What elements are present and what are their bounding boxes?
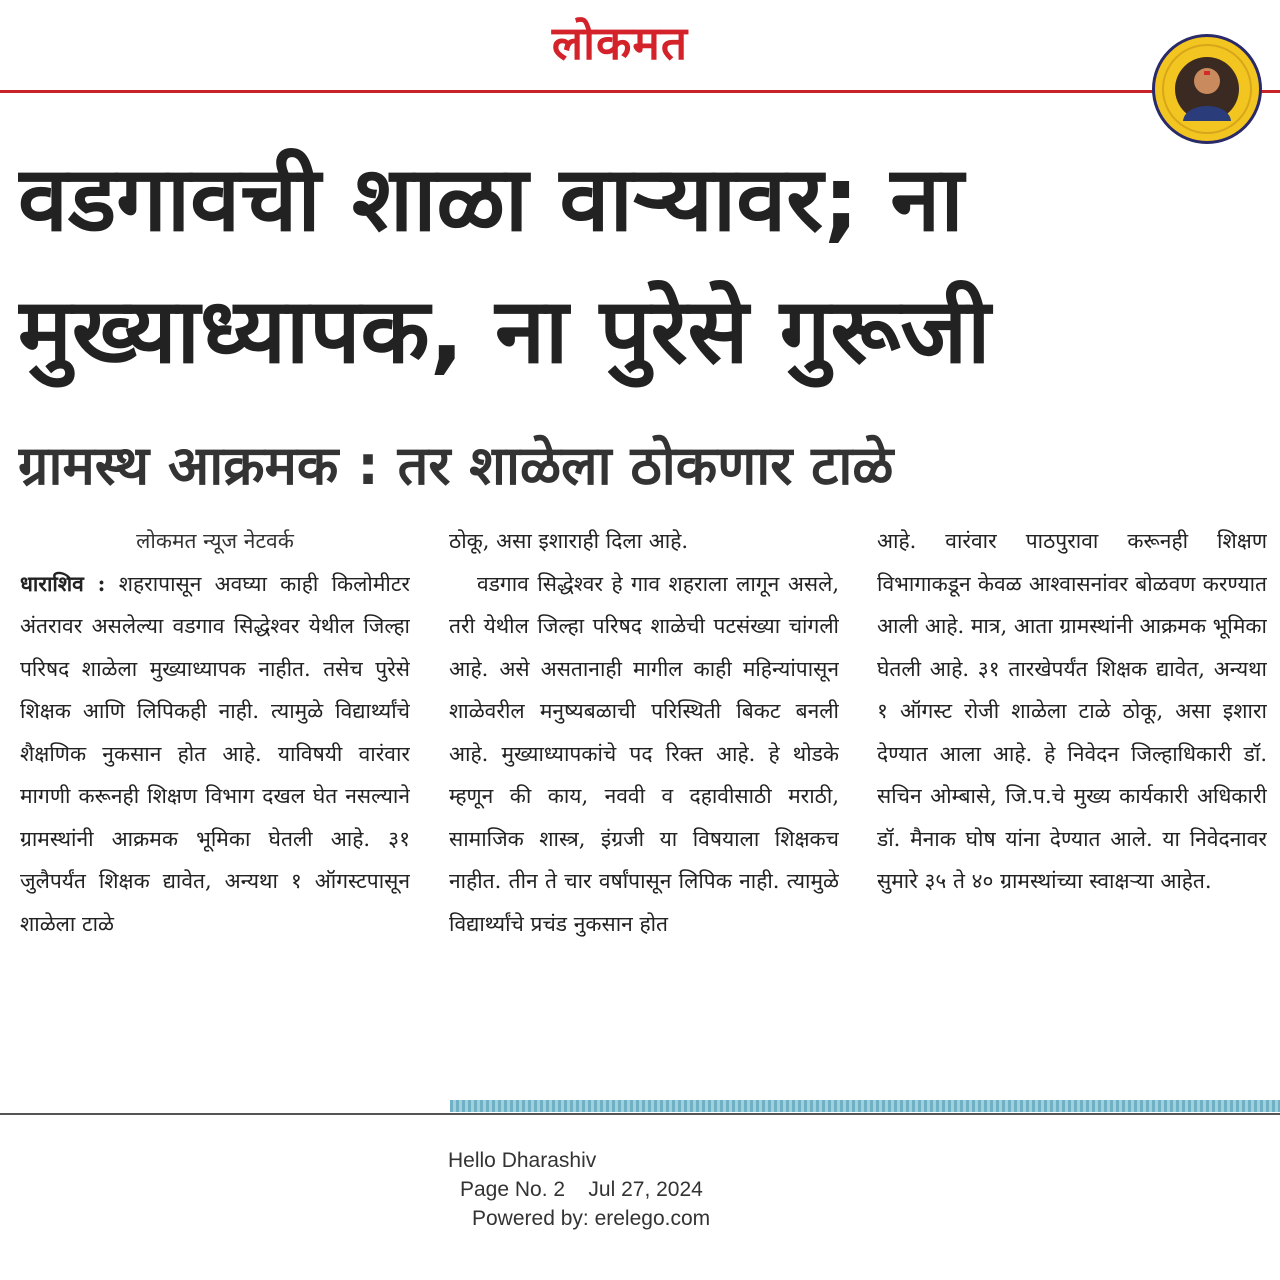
masthead [0,0,1280,92]
newspaper-logo: लोकमत [551,16,689,70]
edition-name: Hello Dharashiv [448,1149,597,1172]
photo-strip [450,1100,1280,1112]
article-column-1 [20,520,410,1080]
article-text-col2: वडगाव सिद्धेश्वर हे गाव शहराला लागून असले, तरी येथील जिल्हा परिषद शाळेची पटसंख्या चांगली आहे. असे असतानाही मागील काही महिन्यांपासून शाळेवरील मनुष्यबळाची परिस्थिती बिकट बनली आहे. मुख्याध्यापकांचे पद रिक्त आहे. हे थोडके म्हणून की काय, नववी व दहावीसाठी मराठी, सामाजिक शास्त्र, इंग्रजी या विषयाला शिक्षकच नाहीत. तीन ते चार वर्षांपासून लिपिक नाही. त्यामुळे विद्यार्थ्यांचे प्रचंड नुकसान होत [449,571,839,936]
page-number: Page No. 2 [460,1178,566,1201]
person-icon [1175,57,1239,121]
headline-line-2: मुख्याध्यापक, ना पुरेसे गुरूजी [18,279,991,384]
powered-by: Powered by: erelego.com [472,1207,711,1230]
headline-line-1: वडगावची शाळा वाऱ्यावर; ना [18,147,964,252]
article-column-2 [449,520,839,1080]
profile-badge [1152,34,1262,144]
footer-divider [0,1113,1280,1115]
byline: लोकमत न्यूज नेटवर्क [136,529,294,553]
footer [420,1146,860,1233]
article-text-col1: शहरापासून अवघ्या काही किलोमीटर अंतरावर असलेल्या वडगाव सिद्धेश्वर येथील जिल्हा परिषद शाळेला मुख्याध्यापक नाहीत. तसेच पुरेसे शिक्षक आणि लिपिकही नाही. त्यामुळे विद्यार्थ्यांचे शैक्षणिक नुकसान होत आहे. याविषयी वारंवार मागणी करूनही शिक्षण विभाग दखल घेत नसल्याने ग्रामस्थांनी आक्रमक भूमिका घेतली आहे. ३१ जुलैपर्यंत शिक्षक द्यावेत, अन्यथा १ ऑगस्टपासून शाळेला टाळे [20,571,410,936]
article-text-col2-first: ठोकू, असा इशाराही दिला आहे. [449,529,689,553]
dateline: धाराशिव : [20,570,106,596]
article-column-3 [877,520,1267,1080]
page-date: Jul 27, 2024 [588,1178,703,1201]
masthead-divider [0,90,1280,93]
page-info [420,1175,860,1204]
article-text-col3: आहे. वारंवार पाठपुरावा करूनही शिक्षण विभागाकडून केवळ आश्वासनांवर बोळवण करण्यात आली आहे. मात्र, आता ग्रामस्थांनी आक्रमक भूमिका घेतली आहे. ३१ तारखेपर्यंत शिक्षक द्यावेत, अन्यथा १ ऑगस्ट रोजी शाळेला टाळे ठोकू, असा इशारा देण्यात आला आहे. हे निवेदन जिल्हाधिकारी डॉ. सचिन ओम्बासे, जि.प.चे मुख्य कार्यकारी अधिकारी डॉ. मैनाक घोष यांना देण्यात आले. या निवेदनावर सुमारे ३५ ते ४० ग्रामस्थांच्या स्वाक्षऱ्या आहेत. [877,529,1267,893]
subheadline: ग्रामस्थ आक्रमक : तर शाळेला ठोकणार टाळे [18,434,894,497]
avatar [1175,57,1239,121]
